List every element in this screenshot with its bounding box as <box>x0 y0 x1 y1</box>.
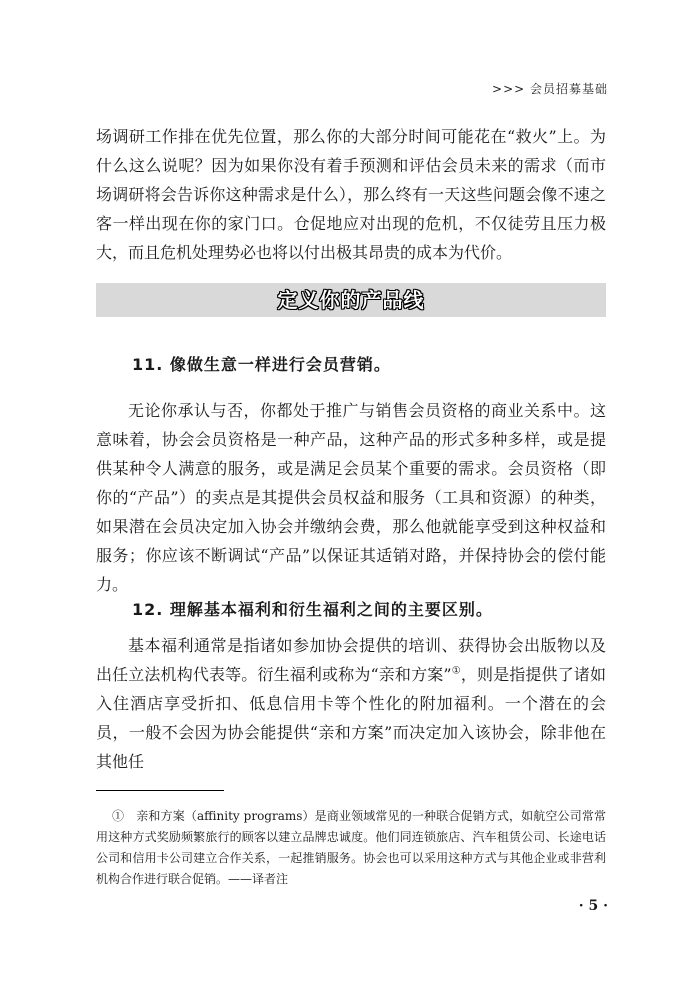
paragraph-intro-continuation: 场调研工作排在优先位置，那么你的大部分时间可能花在“救火”上。为什么这么说呢？因为如果你没有着手预测和评估会员未来的需求（而市场调研将会告诉你这种需求是什么），那么终有一天这些问题会像不速之客一样出现在你的家门口。仓促地应对出现的危机，不仅徒劳且压力极大，而且危机处理势必也将以付出极其昂贵的成本为代价。 <box>96 127 606 262</box>
running-header: >>> 会员招募基础 <box>492 82 608 96</box>
footnote-text: ① 亲和方案（affinity programs）是商业领域常见的一种联合促销方式，如航空公司常常用这种方式奖励频繁旅行的顾客以建立品牌忠诚度。他们同连锁旅店、汽车租赁公司、长途电话公司和信用卡公司建立合作关系，一起推销服务。协会也可以采用这种方式与其他企业或非营利机构合作进行联合促销。——译者注 <box>96 809 606 886</box>
heading-item-11: 11. 像做生意一样进行会员营销。 <box>132 355 391 374</box>
paragraph-membership-marketing: 无论你承认与否，你都处于推广与销售会员资格的商业关系中。这意味着，协会会员资格是一种产品，这种产品的形式多种多样，或是提供某种令人满意的服务，或是满足会员某个重要的需求。会员资格（即你的“产品”）的卖点是其提供会员权益和服务（工具和资源）的种类，如果潜在会员决定加入协会并缴纳会费，那么他就能享受到这种权益和服务；你应该不断调试“产品”以保证其适销对路，并保持协会的偿付能力。 <box>96 401 606 594</box>
heading-item-12: 12. 理解基本福利和衍生福利之间的主要区别。 <box>132 600 493 619</box>
footnote-marker[interactable]: ① <box>451 665 461 677</box>
paragraph-benefits <box>96 631 606 776</box>
section-title: 定义你的产品线 <box>277 288 425 312</box>
page-number: · 5 · <box>578 898 608 914</box>
paragraph-benefits-part1: 基本福利通常是指诸如参加协会提供的培训、获得协会出版物以及出任立法机构代表等。衍生福利或称为“亲和方案” <box>96 636 606 684</box>
section-banner <box>96 283 606 317</box>
footnote-divider <box>96 790 224 791</box>
paragraph-benefits-part2: ，则是指提供了诸如入住酒店享受折扣、低息信用卡等个性化的附加福利。一个潜在的会员，一般不会因为协会能提供“亲和方案”而决定加入该协会，除非他在其他任 <box>96 665 606 771</box>
